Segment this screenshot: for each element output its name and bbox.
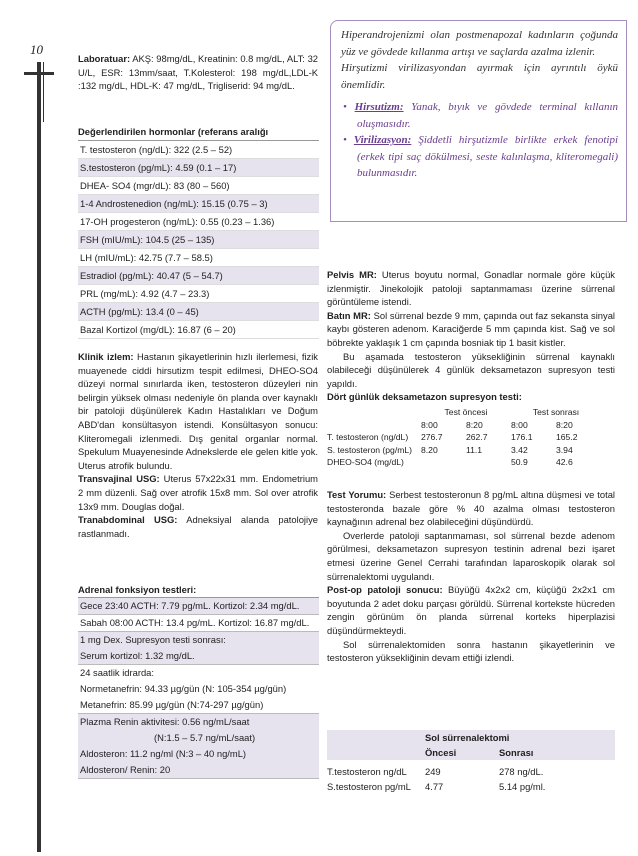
ta-usg-text: Adneksiyal alanda patolojiye rastlanmadı.: [78, 514, 318, 539]
hormone-table: [78, 124, 319, 339]
hormone-row: T. testosteron (ng/dL): 322 (2.5 – 52): [78, 141, 319, 159]
surgery-paragraph: Overlerde patoloji saptanmaması, sol sürrenal bezde adenom görülmesi, deksametazon supresyon testinin adrenal bezi işaret etmesi üzerine Genel Cerrahi tarafından laparoskopik olarak sol sürrenalektomi uygulandı.: [327, 529, 615, 582]
lab-paragraph: [78, 52, 318, 93]
hormone-row: 17-OH progesteron (ng/mL): 0.55 (0.23 – 1.36): [78, 213, 319, 231]
info-box: [330, 20, 627, 222]
dex-cell: [421, 456, 466, 469]
dex-row: [327, 444, 615, 457]
adrenal-row: Metanefrin: 85.99 µg/gün (N:74-297 µg/gün): [80, 699, 264, 710]
box-intro-2: Hirşutizmi virilizasyondan ayırmak için ayrıntılı öykü önemlidir.: [341, 62, 618, 91]
box-bullet-text: Şiddetli hirşutizmle birlikte erkek fenotipi (erkek tipi saç dökülmesi, seste kalınlaşma, kliteromegali) bulunmasıdır.: [357, 134, 619, 179]
adrenal-row: Plazma Renin aktivitesi: 0.56 ng/mL/saat: [80, 716, 250, 727]
batin-mr-paragraph: [327, 309, 615, 350]
final-table: [327, 730, 615, 794]
test-comment-text: Serbest testosteronun 8 pg/mL altına düşmesi ve total testosteronda bazale göre % 40 azalma olması testosteron kaynağının adrenal bez olabileceğini düşündürdü.: [327, 489, 615, 528]
final-header-after: Sonrası: [499, 747, 534, 758]
dex-cell: [466, 456, 511, 469]
stage-paragraph: Bu aşamada testosteron yüksekliğinin sürrenal kaynaklı olabileceği düşünülerek 4 günlük deksametazon supresyon testi yapıldı.: [327, 350, 615, 389]
adrenal-row: Aldosteron: 11.2 ng/ml (N:3 – 40 ng/mL): [80, 748, 247, 759]
adrenal-row: Sabah 08:00 ACTH: 13.4 pg/mL. Kortizol: 16.87 mg/dL.: [80, 617, 310, 628]
hormone-table-header: Değerlendirilen hormonlar (referans aralığı: [78, 124, 319, 141]
dex-table: [327, 406, 615, 469]
dex-time: 8:20: [466, 419, 483, 430]
lab-label: Laboratuar:: [78, 53, 131, 64]
hormone-row: PRL (mg/mL): 4.92 (4.7 – 23.3): [78, 285, 319, 303]
test-comment-paragraph: [327, 488, 615, 529]
adrenal-row: Aldosteron/ Renin: 20: [80, 764, 171, 775]
margin-cross-thin-line: [43, 62, 44, 122]
margin-cross-vertical: [37, 62, 41, 852]
postop-text: Büyüğü 4x2x2 cm, küçüğü 2x2x1 cm boyutunda 2 adet doku parçası görüldü. Sürrenal kortekste hücreden zengin görünüm ön planda sürrenal korteks hiperplazisi düşündürmekteydi.: [327, 584, 615, 636]
pelvis-mr-label: Pelvis MR:: [327, 269, 377, 280]
clinic-paragraph: [78, 350, 318, 472]
hormone-row: ACTH (pg/mL): 13.4 (0 – 45): [78, 303, 319, 321]
adrenal-table: [78, 582, 319, 779]
dex-time: 8:20: [556, 419, 573, 430]
page-number: 10: [30, 42, 43, 57]
adrenal-block: [78, 714, 319, 779]
adrenal-header: Adrenal fonksiyon testleri:: [78, 582, 319, 598]
hormone-row: Bazal Kortizol (mg/dL): 16.87 (6 – 20): [78, 321, 319, 339]
hormone-row: Estradiol (pg/mL): 40.47 (5 – 54.7): [78, 267, 319, 285]
box-bullet-virilization: • Virilizasyon: Şiddetli hirşutizmle birlikte erkek fenotipi (erkek tipi saç dökülmesi, seste kalınlaşma, kliteromegali) bulunmasıdır.: [343, 134, 619, 179]
dex-cell: 165.2: [556, 432, 578, 442]
lab-text: AKŞ: 98mg/dL, Kreatinin: 0.8 mg/dL, ALT: 32 U/L, ESR: 13mm/saat, T.Kolesterol: 198 mg/dL,LDL-K :132 mg/dL, HDL-K: 47 mg/dL, Trigliserid: 94 mg/dL.: [78, 53, 318, 92]
dex-row: [327, 456, 615, 469]
postop-paragraph: [327, 583, 615, 637]
batin-mr-text: Sol sürrenal bezde 9 mm, çapında out faz sekansta sinyal kaybı gösteren adenom. Karaciğerde 5 mm çapında kist. Sağ ve sol böbrekte yaklaşık 1 cm çapında bosniak tip 1 basit kistler.: [327, 309, 615, 348]
tv-usg-paragraph: [78, 472, 318, 513]
clinical-section: [78, 350, 318, 540]
dex-cell: 262.7: [466, 432, 488, 442]
adrenal-block: [78, 665, 319, 714]
dex-time-row: [327, 419, 615, 432]
dex-after-header: Test sonrası: [532, 407, 580, 417]
final-cell: 278 ng/dL.: [499, 766, 544, 777]
final-row-name: T.testosteron ng/dL: [327, 766, 407, 777]
pelvis-mr-paragraph: [327, 268, 615, 309]
final-row: [327, 764, 615, 779]
adrenal-row: Normetanefrin: 94.33 µg/gün (N: 105-354 µg/gün): [80, 683, 287, 694]
dex-cell: 3.42: [511, 444, 528, 455]
adrenal-row: 24 saatlik idrarda:: [80, 667, 154, 678]
adrenal-row: 1 mg Dex. Supresyon testi sonrası:: [80, 634, 226, 645]
right-column: [327, 268, 615, 404]
dex-cell: 3.94: [556, 444, 573, 455]
hormone-row: LH (mIU/mL): 42.75 (7.7 – 58.5): [78, 249, 319, 267]
final-cell: 249: [425, 766, 441, 777]
box-bullet-text: Yanak, bıyık ve gövdede terminal kıllanın oluşmasıdır.: [357, 101, 618, 130]
hormone-row: FSH (mIU/mL): 104.5 (25 – 135): [78, 231, 319, 249]
adrenal-block: [78, 632, 319, 665]
final-row: [327, 779, 615, 794]
box-bullet-hirsutism: • Hirsutizm: Yanak, bıyık ve gövdede terminal kıllanın oluşmasıdır.: [343, 101, 618, 130]
tv-usg-text: Uterus 57x22x31 mm. Endometrium 2 mm düzenli. Sağ over atrofik 15x8 mm. Sol over atrofik 13x9 mm. Douglas doğal.: [78, 473, 318, 512]
dex-cell: 50.9: [511, 457, 528, 467]
final-cell: 5.14 pg/ml.: [499, 781, 546, 792]
final-header-title: Sol sürrenalektomi: [425, 732, 510, 743]
dex-cell: 8.20: [421, 444, 438, 455]
test-comment-label: Test Yorumu:: [327, 489, 387, 500]
final-header-before: Öncesi: [425, 747, 457, 758]
hormone-row: S.testosteron (pg/mL): 4.59 (0.1 – 17): [78, 159, 319, 177]
final-row-name: S.testosteron pg/mL: [327, 781, 411, 792]
dex-group-header-row: [327, 406, 615, 419]
dex-before-header: Test öncesi: [444, 407, 488, 417]
hormone-row: DHEA- SO4 (mgr/dL): 83 (80 – 560): [78, 177, 319, 195]
box-intro-1: Hiperandrojenizmi olan postmenapozal kadınların çoğunda yüz ve gövdede kıllanma artışı ve saçlarda azalma izlenir.: [341, 29, 618, 58]
box-bullet-label: Hirsutizm:: [354, 101, 404, 113]
pelvis-mr-text: Uterus boyutu normal, Gonadlar normale göre küçük izlenmiştir. Jinekolojik patoloji saptanmaması üzerine sürrenal görüntüleme istendi.: [327, 269, 615, 308]
followup-paragraph: Sol sürrenalektomiden sonra hastanın şikayetlerinin ve testosteron yüksekliğinin devam ettiği izlendi.: [327, 638, 615, 664]
box-bullet-label: Virilizasyon:: [353, 134, 412, 146]
dex-test-title: Dört günlük deksametazon supresyon testi:: [327, 391, 522, 403]
ta-usg-paragraph: [78, 513, 318, 540]
dex-row-name: T. testosteron (ng/dL): [327, 432, 409, 442]
batin-mr-label: Batın MR:: [327, 309, 371, 321]
adrenal-row: (N:1.5 – 5.7 ng/mL/saat): [154, 732, 256, 743]
dex-row-name: S. testosteron (pg/mL): [327, 444, 413, 455]
adrenal-row: Gece 23:40 ACTH: 7.79 pg/mL. Kortizol: 2.34 mg/dL.: [80, 600, 300, 611]
result-section: [327, 488, 615, 665]
clinic-label: Klinik izlem:: [78, 351, 134, 362]
dex-time: 8:00: [421, 419, 438, 430]
dex-cell: 176.1: [511, 432, 533, 442]
final-table-header: [327, 730, 615, 760]
adrenal-block: [78, 615, 319, 632]
tv-usg-label: Transvajinal USG:: [78, 473, 160, 485]
ta-usg-label: Tranabdominal USG:: [78, 514, 178, 526]
dex-cell: 276.7: [421, 432, 443, 442]
margin-cross-horizontal: [24, 72, 54, 75]
final-cell: 4.77: [425, 781, 444, 792]
adrenal-row: Serum kortizol: 1.32 mg/dL.: [80, 650, 195, 661]
postop-label: Post-op patoloji sonucu:: [327, 584, 443, 596]
clinic-text: Hastanın şikayetlerinin hızlı ilerlemesi, fizik muayenede ciddi hirsutizm tespit edilmesi, DHEO-SO4 düzeyi normal sınırlarda iken, testosteron düzeyleri nin belirgin yüksek olması nedeniyle ön planda over kaynaklı bir patoloji düşünülerek Kadın Hastalıkları ve Doğum ABD'dan konsültasyon istendi. Konsültasyon sonucu: Kliteromegali izlenmedi. Dış genital organlar normal. Spekulum Muayenesinde Adnekslerde ele gelen kitle yok. Uterus atrofik bulundu.: [78, 351, 318, 471]
dex-cell: 42.6: [556, 457, 573, 467]
dex-time: 8:00: [511, 419, 528, 430]
adrenal-block: [78, 598, 319, 615]
dex-row: [327, 431, 615, 444]
hormone-row: 1-4 Androstenedion (ng/mL): 15.15 (0.75 – 3): [78, 195, 319, 213]
dex-row-name: DHEO-SO4 (mg/dL): [327, 457, 404, 467]
dex-cell: 11.1: [466, 444, 483, 455]
